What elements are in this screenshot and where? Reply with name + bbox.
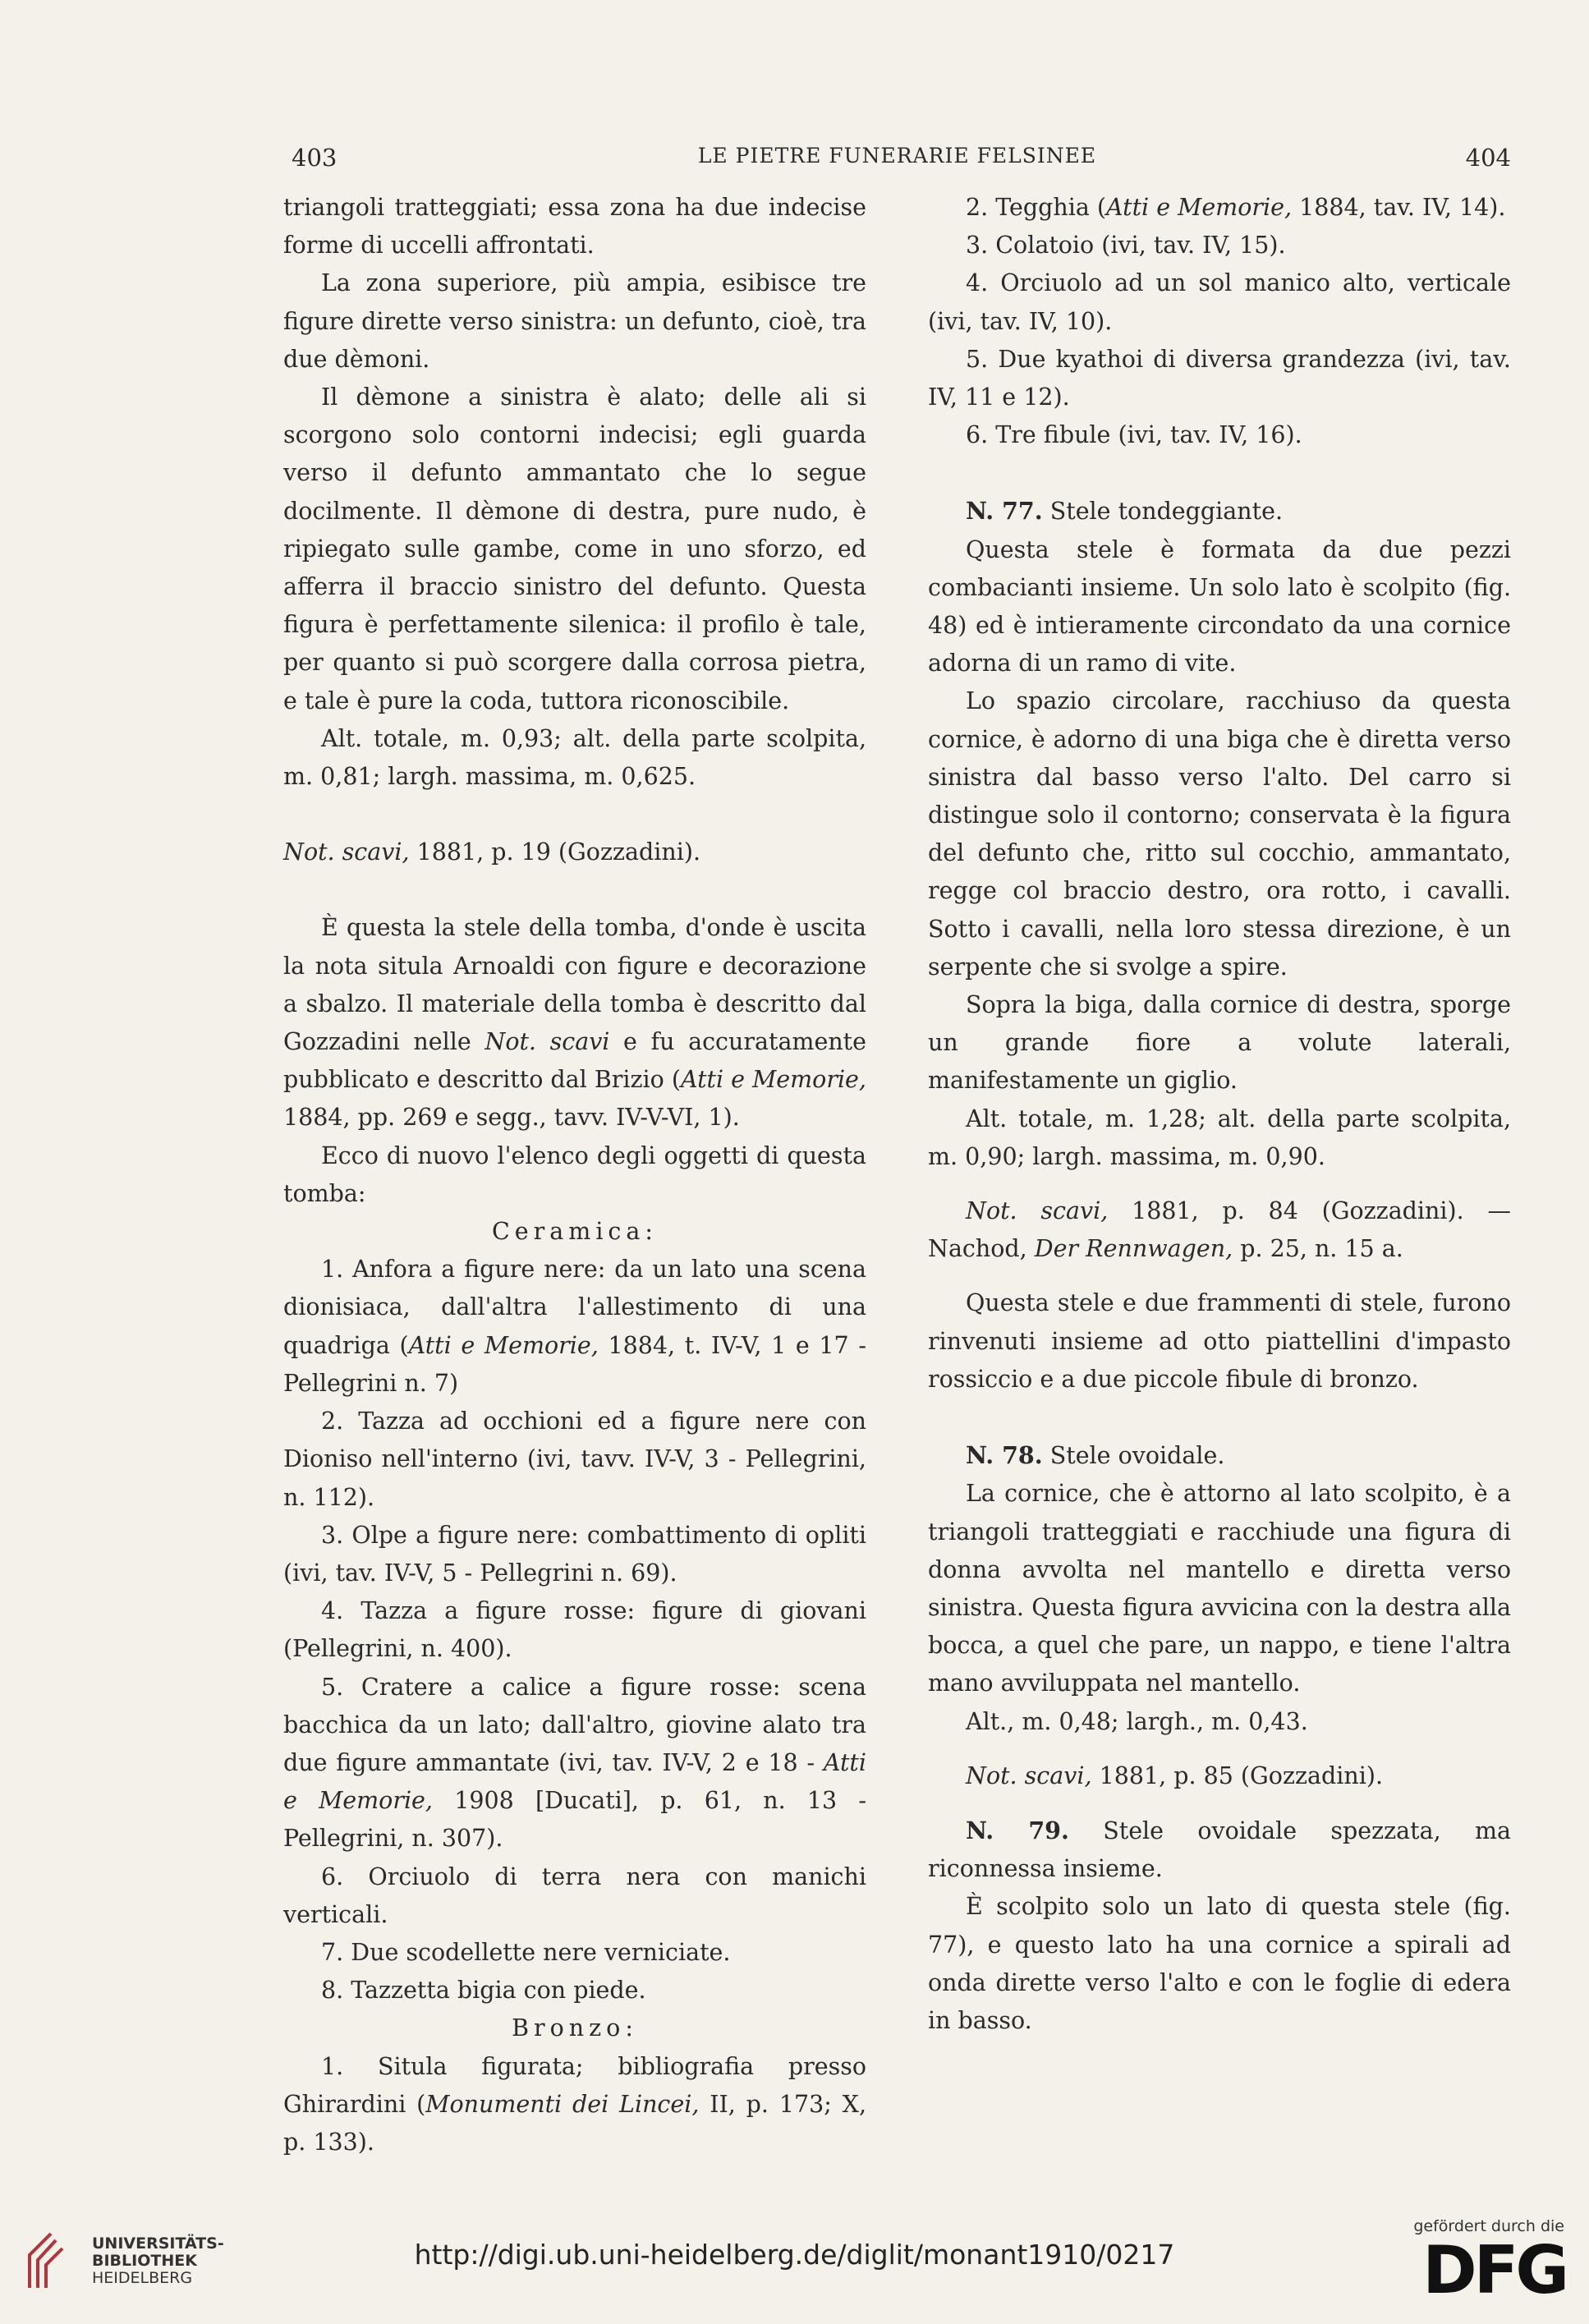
measurements: Alt. totale, m. 0,93; alt. della parte scolpita, m. 0,81; largh. massima, m. 0,625. [283, 724, 866, 791]
list-item: 6. Orciuolo di terra nera con manichi verticali. [283, 1862, 866, 1928]
list-item: 3. Olpe a figure nere: combattimento di opliti (ivi, tav. IV-V, 5 - Pellegrini n. 69). [283, 1521, 866, 1587]
list-item: 2. Tegghia (Atti e Memorie, 1884, tav. IV, 14). [966, 194, 1506, 221]
university-library-name: UNIVERSITÄTS- BIBLIOTHEK HEIDELBERG [92, 2234, 224, 2287]
entry-heading-78: N. 78. Stele ovoidale. [966, 1441, 1225, 1470]
source-url-link[interactable]: http://digi.ub.uni-heidelberg.de/diglit/monant1910/0217 [414, 2239, 1175, 2271]
page-number-right: 404 [1465, 144, 1511, 172]
paragraph: La zona superiore, più ampia, esibisce tre figure dirette verso sinistra: un defunto, cioè, tra due dèmoni. [283, 269, 866, 373]
dfg-logo: DFG [1422, 2232, 1566, 2308]
page-header [283, 144, 1511, 185]
bibliographic-reference: Not. scavi, 1881, p. 85 (Gozzadini). [966, 1761, 1383, 1789]
list-item: 3. Colatoio (ivi, tav. IV, 15). [966, 232, 1286, 259]
paragraph: Ecco di nuovo l'elenco degli oggetti di questa tomba: [283, 1141, 866, 1207]
paragraph: È questa la stele della tomba, d'onde è uscita la nota situla Arnoaldi con figure e decorazione a sbalzo. Il materiale della tomba è descritto dal Gozzadini nelle Not. scavi e fu accuratamente pubblicato e descritto dal Brizio (Atti e Memorie, 1884, pp. 269 e segg., tavv. IV-V-VI, 1). [283, 914, 866, 1132]
list-item: 2. Tazza ad occhioni ed a figure nere con Dioniso nell'interno (ivi, tavv. IV-V, 3 - Pellegrini, n. 112). [283, 1408, 866, 1511]
bibliographic-reference: Not. scavi, 1881, p. 84 (Gozzadini). — Nachod, Der Rennwagen, p. 25, n. 15 a. [928, 1197, 1511, 1263]
paragraph: Lo spazio circolare, racchiuso da questa cornice, è adorno di una biga che è diretta verso sinistra dal basso verso l'alto. Del carro si distingue solo il contorno; conservata è la figura del defunto che, ritto sul cocchio, ammantato, regge col braccio destro, ora rotto, i cavalli. Sotto i cavalli, nella loro stessa direzione, è un serpente che si svolge a spire. [928, 687, 1511, 981]
paragraph: Il dèmone a sinistra è alato; delle ali si scorgono solo contorni indecisi; egli guarda verso il defunto ammantato che lo segue docilmente. Il dèmone di destra, pure nudo, è ripiegato sulle gambe, come in uno sforzo, ed afferra il braccio sinistro del defunto. Questa figura è perfettamente silenica: il profilo è tale, per quanto si può scorgere dalla corrosa pietra, e tale è pure la coda, tuttora riconoscibile. [283, 384, 866, 714]
bibliographic-reference: Not. scavi, 1881, p. 19 (Gozzadini). [283, 838, 700, 866]
section-heading-bronzo: Bronzo: [512, 2014, 638, 2042]
paragraph: Questa stele e due frammenti di stele, furono rinvenuti insieme ad otto piattellini d'impasto rossiccio e a due piccole fibule di bronzo. [928, 1289, 1511, 1393]
paragraph: Questa stele è formata da due pezzi combacianti insieme. Un solo lato è scolpito (fig. 48) ed è intieramente circondato da una cornice adorna di un ramo di vite. [928, 535, 1511, 677]
list-item: 8. Tazzetta bigia con piede. [321, 1977, 646, 2005]
funding-caption: gefördert durch die [1413, 2217, 1564, 2235]
list-item: 5. Due kyathoi di diversa grandezza (ivi, tav. IV, 11 e 12). [928, 345, 1511, 411]
entry-heading-77: N. 77. Stele tondeggiante. [966, 497, 1284, 526]
list-item: 6. Tre fibule (ivi, tav. IV, 16). [966, 421, 1302, 449]
running-title: LE PIETRE FUNERARIE FELSINEE [697, 144, 1097, 168]
paragraph: triangoli tratteggiati; essa zona ha due indecise forme di uccelli affrontati. [283, 194, 866, 259]
section-heading-ceramica: Ceramica: [492, 1218, 658, 1246]
paragraph: Sopra la biga, dalla cornice di destra, sporge un grande fiore a volute laterali, manifestamente un giglio. [928, 991, 1511, 1095]
paragraph: È scolpito solo un lato di questa stele (fig. 77), e questo lato ha una cornice a spirali ad onda dirette verso l'alto e con le foglie di edera in basso. [928, 1893, 1511, 2034]
right-column [928, 189, 1511, 2040]
page-number-left: 403 [292, 144, 338, 172]
measurements: Alt., m. 0,48; largh., m. 0,43. [966, 1707, 1308, 1735]
left-column [283, 189, 866, 2161]
measurements: Alt. totale, m. 1,28; alt. della parte scolpita, m. 0,90; largh. massima, m. 0,90. [928, 1105, 1511, 1170]
list-item: 1. Anfora a figure nere: da un lato una scena dionisiaca, dall'altra l'allestimento di una quadriga (Atti e Memorie, 1884, t. IV-V, 1 e 17 - Pellegrini n. 7) [283, 1256, 866, 1397]
entry-heading-79: N. 79. Stele ovoidale spezzata, ma riconnessa insieme. [928, 1816, 1511, 1883]
list-item: 4. Orciuolo ad un sol manico alto, verticale (ivi, tav. IV, 10). [928, 269, 1511, 335]
paragraph: La cornice, che è attorno al lato scolpito, è a triangoli tratteggiati e racchiude una figura di donna avvolta nel mantello e diretta verso sinistra. Questa figura avvicina con la destra alla bocca, a quel che pare, un nappo, e tiene l'altra mano avviluppata nel mantello. [928, 1480, 1511, 1697]
list-item: 4. Tazza a figure rosse: figure di giovani (Pellegrini, n. 400). [283, 1597, 866, 1663]
list-item: 1. Situla figurata; bibliografia presso Ghirardini (Monumenti dei Lincei, II, p. 173; X, p. 133). [283, 2052, 867, 2156]
list-item: 7. Due scodellette nere verniciate. [321, 1938, 731, 1966]
list-item: 5. Cratere a calice a figure rosse: scena bacchica da un lato; dall'altro, giovine alato tra due figure ammantate (ivi, tav. IV-V, 2 e 18 - Atti e Memorie, 1908 [Ducati], p. 61, n. 13 - Pellegrini, n. 307). [283, 1673, 866, 1853]
